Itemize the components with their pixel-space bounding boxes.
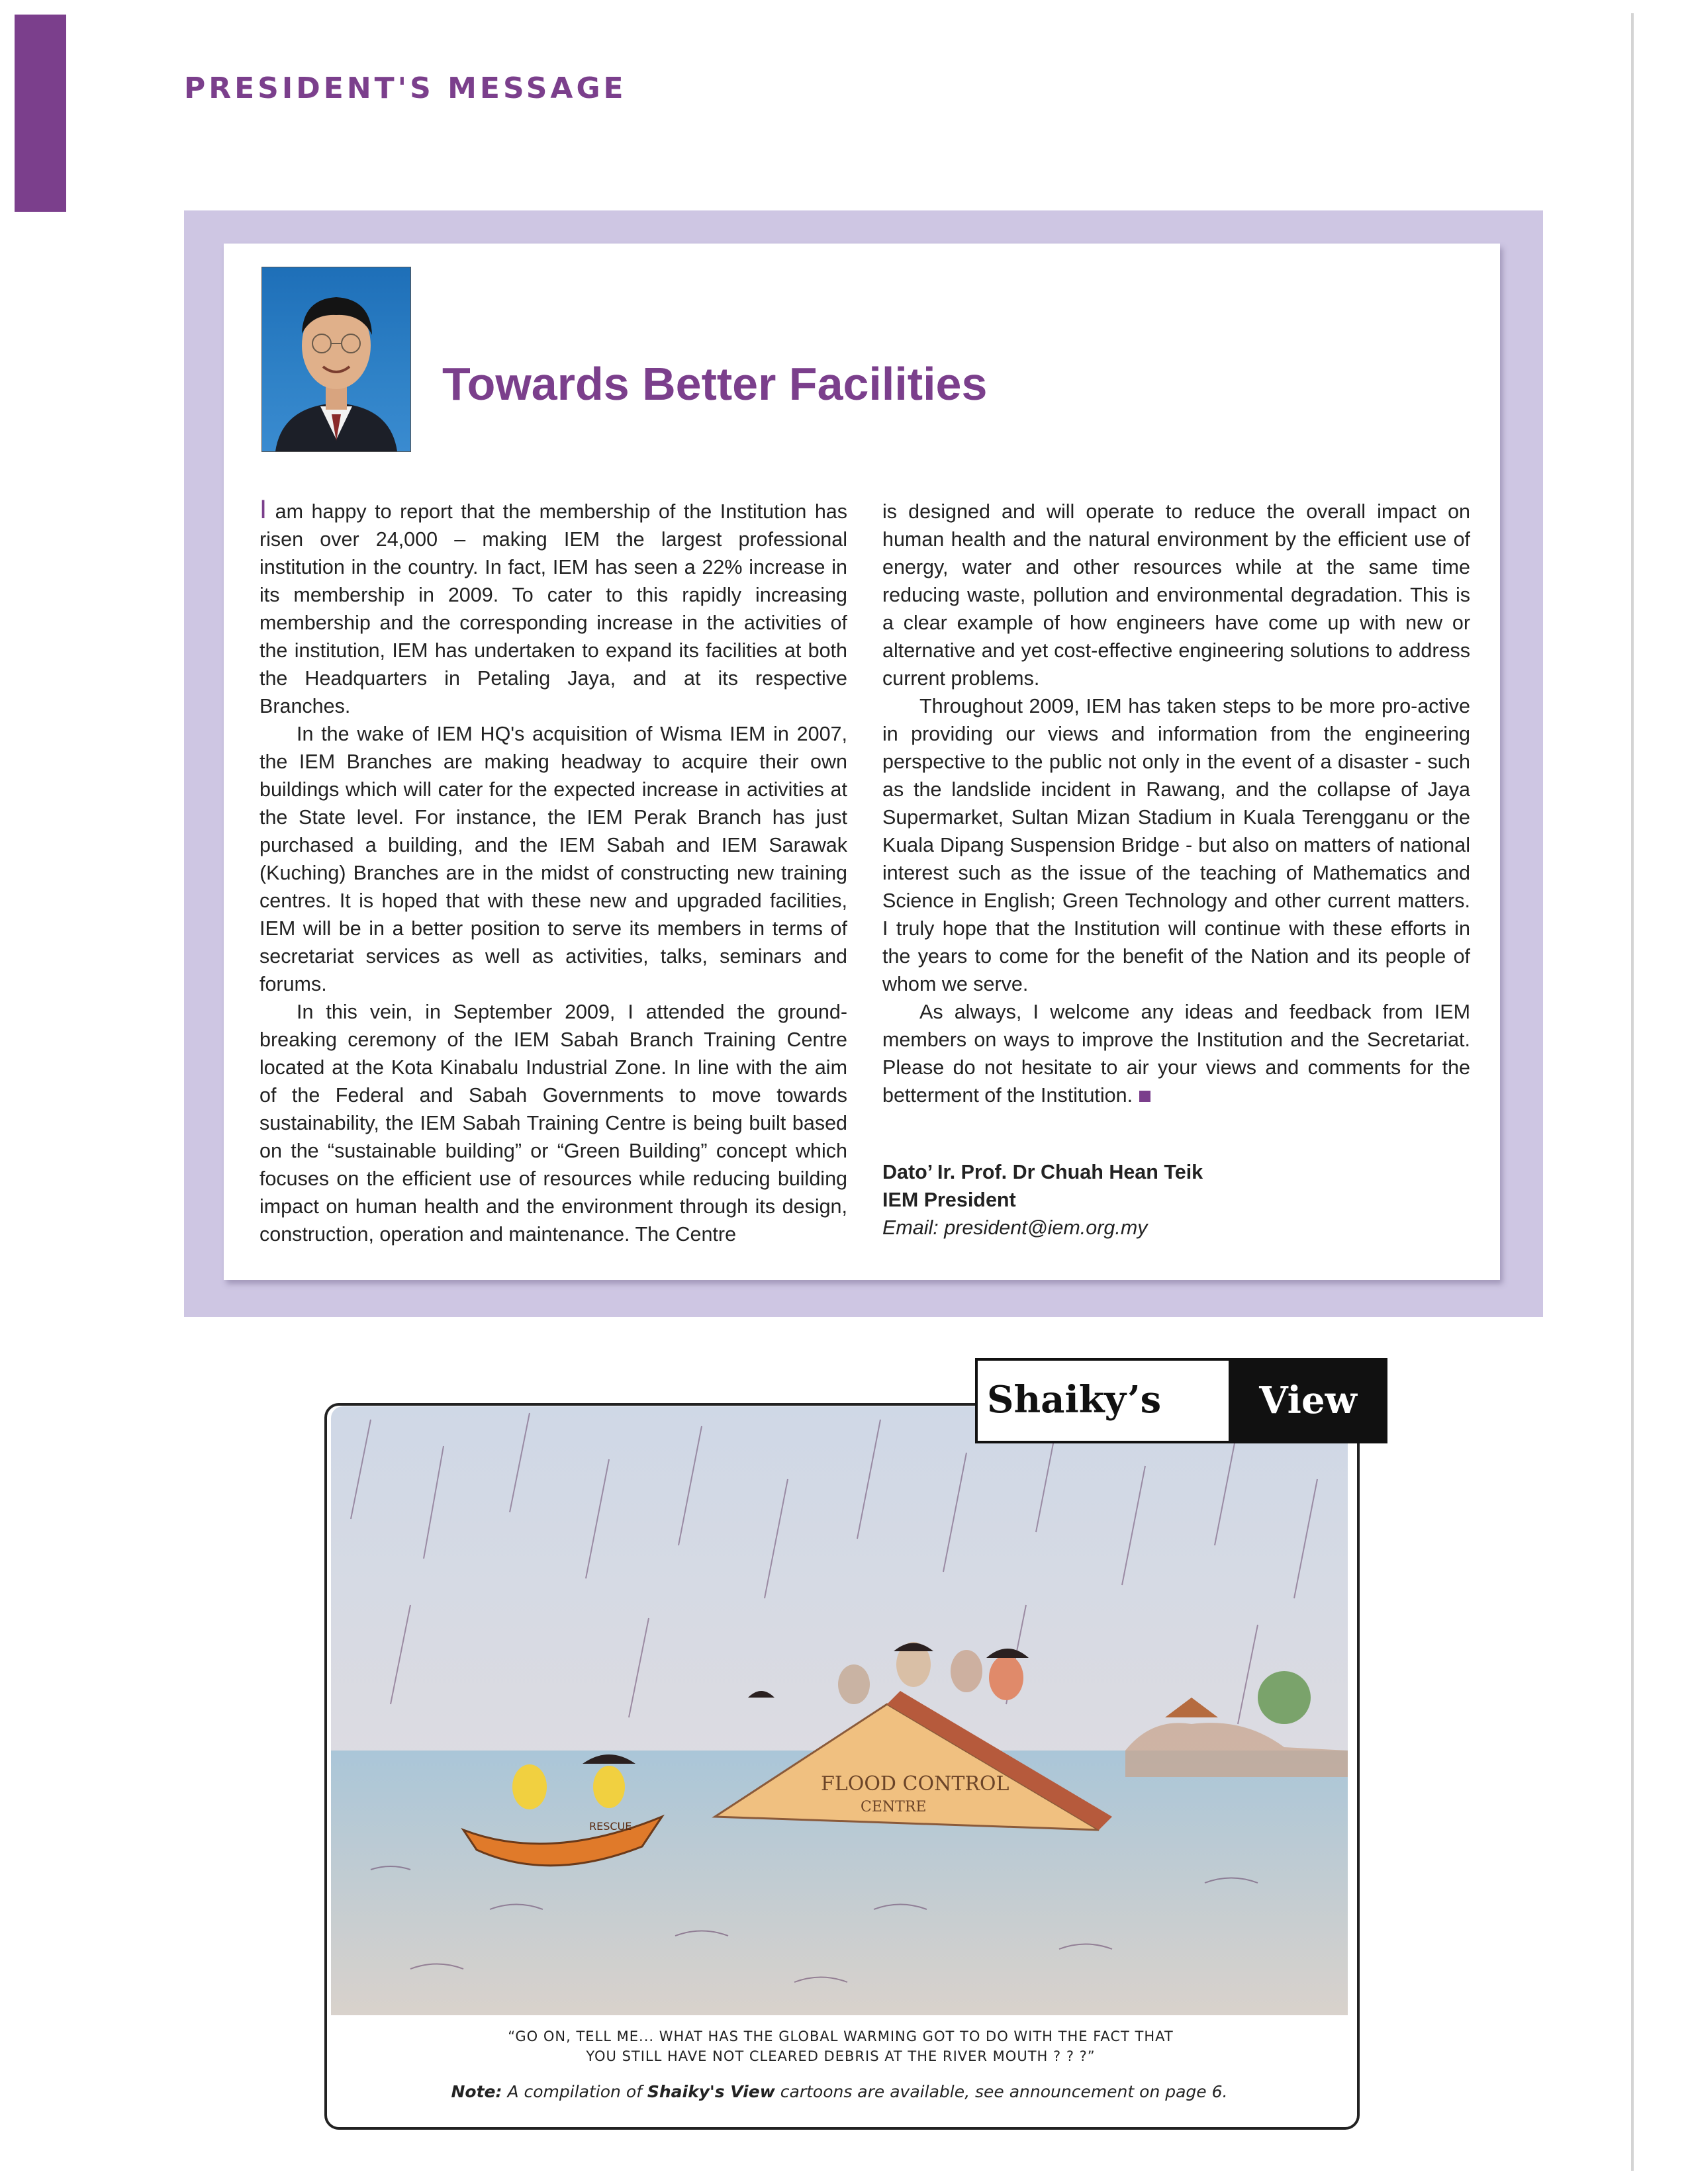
article-paragraph: In this vein, in September 2009, I attended the ground-breaking ceremony of the IEM Sabah Branch Training Centre located at the Kota Kinabalu Industrial Zone. In line with the aim of the Federal and Sabah Governments to move towards sustainability, the IEM Sabah Training Centre is being built based on the “sustainable building” or “Green Building” concept which focuses on the efficient use of resources while reducing building impact on human health and the environment through its design, construction, operation and maintenance. The Centre bbox=[259, 1001, 847, 1246]
drop-cap: I bbox=[259, 495, 267, 524]
article-column-left bbox=[259, 495, 847, 1248]
article-paragraph: In the wake of IEM HQ's acquisition of Wisma IEM in 2007, the IEM Branches are making headway to acquire their own buildings which will cater for the expected increase in activities at the State level. For instance, the IEM Perak Branch has just purchased a building, and the IEM Sabah and IEM Sarawak (Kuching) Branches are in the midst of constructing new training centres. It is hoped that with these new and upgraded facilities, IEM will be in a better position to serve its members in terms of secretariat services as well as activities, talks, seminars and forums. bbox=[259, 723, 847, 995]
flood-control-sign: FLOOD CONTROL bbox=[821, 1772, 1009, 1796]
view-title-part1: Shaiky’s bbox=[987, 1378, 1162, 1422]
section-label: PRESIDENT'S MESSAGE bbox=[184, 71, 627, 105]
cartoon-caption: “GO ON, TELL ME... WHAT HAS THE GLOBAL WARMING GOT TO DO WITH THE FACT THAT YOU STILL HAVE NOT CLEARED DEBRIS AT THE RIVER MOUTH ? ? ?” bbox=[508, 2028, 1174, 2064]
signature-name: Dato’ Ir. Prof. Dr Chuah Hean Teik bbox=[882, 1161, 1203, 1183]
article-title: Towards Better Facilities bbox=[442, 358, 988, 410]
president-portrait bbox=[261, 267, 411, 452]
signature-email: Email: president@iem.org.my bbox=[882, 1216, 1148, 1239]
article-paragraph: As always, I welcome any ideas and feedback from IEM members on ways to improve the Institution and the Secretariat. Please do not hesitate to air your views and comments for the betterment of the Institution. bbox=[882, 1001, 1470, 1107]
portrait-illustration bbox=[262, 267, 410, 451]
article-paragraph: is designed and will operate to reduce the overall impact on human health and the natural environment by the efficient use of energy, water and other resources while at the same time reducing waste, pollution and environmental degradation. This is a clear example of how engineers have come up with new or alternative and yet cost-effective engineering solutions to address current problems. bbox=[882, 500, 1470, 690]
view-title-part2: View bbox=[1229, 1361, 1387, 1441]
cartoon-note: Note: A compilation of Shaiky's View cartoons are available, see announcement on page 6. bbox=[451, 2082, 1228, 2101]
article-paragraph: Throughout 2009, IEM has taken steps to be more pro-active in providing our views and information from the engineering perspective to the public not only in the event of a disaster - such as the landslide incident in Rawang, and the collapse of Jaya Supermarket, Sultan Mizan Stadium in Kuala Terengganu or the Kuala Dipang Suspension Bridge - but also on matters of national interest such as the issue of the teaching of Mathematics and Science in English; Green Technology and other current matters. I truly hope that the Institution will continue with these efforts in the years to come for the benefit of the Nation and its people of whom we serve. bbox=[882, 695, 1470, 995]
signature-block bbox=[882, 1158, 1203, 1242]
boat-label: RESCUE bbox=[589, 1820, 632, 1833]
article-paragraph: I am happy to report that the membership of the Institution has risen over 24,000 – making IEM the largest professional institution in the country. In fact, IEM has seen a 22% increase in its membership in 2009. To cater to this rapidly increasing membership and the corresponding increase in the activities of the institution, IEM has undertaken to expand its facilities at both the Headquarters in Petaling Jaya, and at its respective Branches. bbox=[259, 495, 847, 717]
shaikys-view-title bbox=[975, 1358, 1387, 1443]
cartoon-illustration bbox=[331, 1406, 1348, 2015]
signature-role: IEM President bbox=[882, 1189, 1016, 1211]
article-column-right bbox=[882, 498, 1470, 1109]
end-mark-icon bbox=[1139, 1091, 1150, 1102]
flood-cartoon bbox=[331, 1406, 1348, 2015]
page-fold-line bbox=[1631, 13, 1634, 2171]
section-color-bar bbox=[15, 15, 66, 212]
flood-control-sign-sub: CENTRE bbox=[861, 1799, 927, 1815]
